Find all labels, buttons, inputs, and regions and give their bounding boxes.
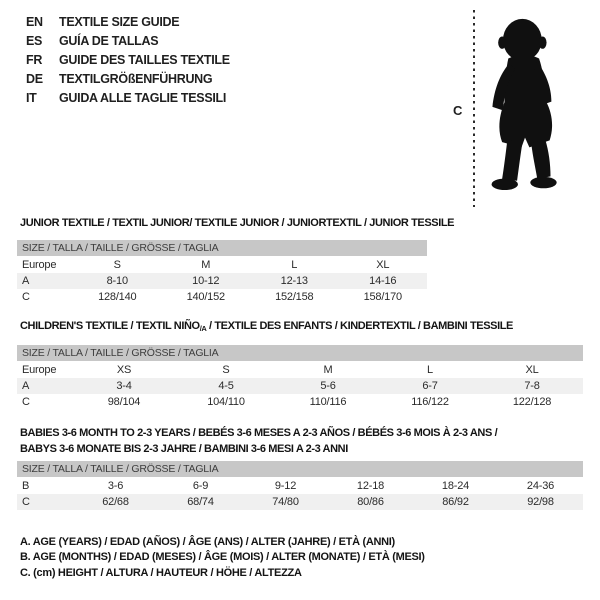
language-title-list bbox=[26, 12, 230, 107]
table-row bbox=[17, 478, 583, 494]
children-size-table bbox=[17, 345, 583, 410]
row-label: A bbox=[22, 275, 30, 287]
size-value: S bbox=[222, 364, 230, 376]
size-value: M bbox=[323, 364, 333, 376]
size-value: 158/170 bbox=[363, 291, 402, 303]
language-code: IT bbox=[26, 90, 37, 105]
language-row bbox=[26, 88, 230, 107]
children-title-post: / TEXTILE DES ENFANTS / KINDERTEXTIL / BAMBINI TESSILE bbox=[206, 320, 513, 332]
language-row bbox=[26, 12, 230, 31]
row-label: Europe bbox=[22, 259, 57, 271]
size-value: 104/110 bbox=[207, 396, 245, 408]
table-row bbox=[17, 289, 427, 305]
size-value: 80/86 bbox=[357, 496, 384, 508]
language-row bbox=[26, 31, 230, 50]
toddler-silhouette-icon bbox=[481, 5, 569, 207]
size-value: 62/68 bbox=[102, 496, 129, 508]
size-value: 92/98 bbox=[527, 496, 554, 508]
row-label: C bbox=[22, 396, 30, 408]
babies-size-table bbox=[17, 461, 583, 510]
measurement-notes bbox=[20, 535, 425, 581]
size-header-bar: SIZE / TALLA / TAILLE / GRÖSSE / TAGLIA bbox=[17, 240, 427, 256]
junior-size-table bbox=[17, 240, 427, 305]
size-value: 4-5 bbox=[218, 380, 234, 392]
row-label: C bbox=[22, 496, 30, 508]
language-code: EN bbox=[26, 14, 43, 29]
size-value: 110/116 bbox=[309, 396, 347, 408]
size-value: 116/122 bbox=[411, 396, 449, 408]
size-value: 8-10 bbox=[106, 275, 128, 287]
babies-table-rows bbox=[17, 478, 583, 510]
size-value: 140/152 bbox=[186, 291, 225, 303]
guide-title: GUIDE DES TAILLES TEXTILE bbox=[59, 52, 230, 67]
language-row bbox=[26, 69, 230, 88]
size-value: 128/140 bbox=[98, 291, 137, 303]
size-value: 68/74 bbox=[187, 496, 214, 508]
table-row bbox=[17, 378, 583, 394]
size-value: 14-16 bbox=[369, 275, 397, 287]
table-row bbox=[17, 494, 583, 510]
language-code: FR bbox=[26, 52, 43, 67]
size-value: M bbox=[201, 259, 211, 271]
language-code: DE bbox=[26, 71, 43, 86]
size-value: 3-6 bbox=[107, 480, 124, 492]
children-table-rows bbox=[17, 362, 583, 410]
language-code: ES bbox=[26, 33, 43, 48]
babies-section-title bbox=[20, 425, 497, 457]
size-value: L bbox=[291, 259, 298, 271]
guide-title: TEXTILE SIZE GUIDE bbox=[59, 14, 180, 29]
size-value: 86/92 bbox=[442, 496, 469, 508]
guide-title: TEXTILGRÖßENFÜHRUNG bbox=[59, 71, 213, 86]
size-value: 152/158 bbox=[275, 291, 314, 303]
note-line: C. (cm) HEIGHT / ALTURA / HAUTEUR / HÖHE / ALTEZZA bbox=[20, 566, 302, 579]
size-value: 98/104 bbox=[107, 396, 141, 408]
junior-table-rows bbox=[17, 257, 427, 305]
size-value: 5-6 bbox=[320, 380, 336, 392]
size-value: L bbox=[427, 364, 433, 376]
measure-c-label: C bbox=[453, 103, 463, 118]
size-value: 6-7 bbox=[422, 380, 438, 392]
size-value: 74/80 bbox=[272, 496, 299, 508]
note-line: A. AGE (YEARS) / EDAD (AÑOS) / ÂGE (ANS) / ALTER (JAHRE) / ETÀ (ANNI) bbox=[20, 536, 395, 548]
guide-title: GUIDA ALLE TAGLIE TESSILI bbox=[59, 90, 227, 105]
row-label: C bbox=[22, 291, 30, 303]
table-row bbox=[17, 257, 427, 273]
size-header-bar: SIZE / TALLA / TAILLE / GRÖSSE / TAGLIA bbox=[17, 461, 583, 477]
children-title-sub: /A bbox=[199, 324, 207, 333]
guide-title: GUÍA DE TALLAS bbox=[59, 33, 159, 48]
table-row bbox=[17, 273, 427, 289]
size-value: 10-12 bbox=[192, 275, 220, 287]
row-label: B bbox=[22, 480, 30, 492]
size-value: S bbox=[113, 259, 121, 271]
size-value: 9-12 bbox=[274, 480, 297, 492]
babies-title-line2: BABYS 3-6 MONATE BIS 2-3 JAHRE / BAMBINI 3-6 MESI A 2-3 ANNI bbox=[20, 443, 348, 455]
row-label: Europe bbox=[22, 364, 57, 376]
babies-title-line1: BABIES 3-6 MONTH TO 2-3 YEARS / BEBÉS 3-6 MESES A 2-3 AÑOS / BÉBÉS 3-6 MOIS À 2-3 ANS / bbox=[20, 427, 498, 439]
size-value: XS bbox=[116, 364, 132, 376]
language-row bbox=[26, 50, 230, 69]
row-label: A bbox=[22, 380, 30, 392]
size-value: XL bbox=[376, 259, 390, 271]
children-title-pre: CHILDREN'S TEXTILE / TEXTIL NIÑO bbox=[20, 320, 200, 332]
size-value: 12-13 bbox=[280, 275, 308, 287]
size-value: 122/128 bbox=[512, 396, 552, 408]
size-value: 24-36 bbox=[526, 480, 555, 492]
size-value: XL bbox=[525, 364, 539, 376]
children-section-title bbox=[20, 320, 513, 333]
size-value: 7-8 bbox=[524, 380, 540, 392]
size-value: 18-24 bbox=[441, 480, 470, 492]
size-header-bar: SIZE / TALLA / TAILLE / GRÖSSE / TAGLIA bbox=[17, 345, 583, 361]
table-row bbox=[17, 362, 583, 378]
size-value: 12-18 bbox=[356, 480, 385, 492]
size-value: 6-9 bbox=[192, 480, 209, 492]
size-value: 3-4 bbox=[116, 380, 132, 392]
note-line: B. AGE (MONTHS) / EDAD (MESES) / ÂGE (MOIS) / ALTER (MONATE) / ETÀ (MESI) bbox=[20, 551, 425, 564]
height-measure-dotted-line bbox=[473, 10, 475, 207]
table-row bbox=[17, 394, 583, 410]
junior-section-title: JUNIOR TEXTILE / TEXTIL JUNIOR/ TEXTILE JUNIOR / JUNIORTEXTIL / JUNIOR TESSILE bbox=[20, 217, 455, 229]
